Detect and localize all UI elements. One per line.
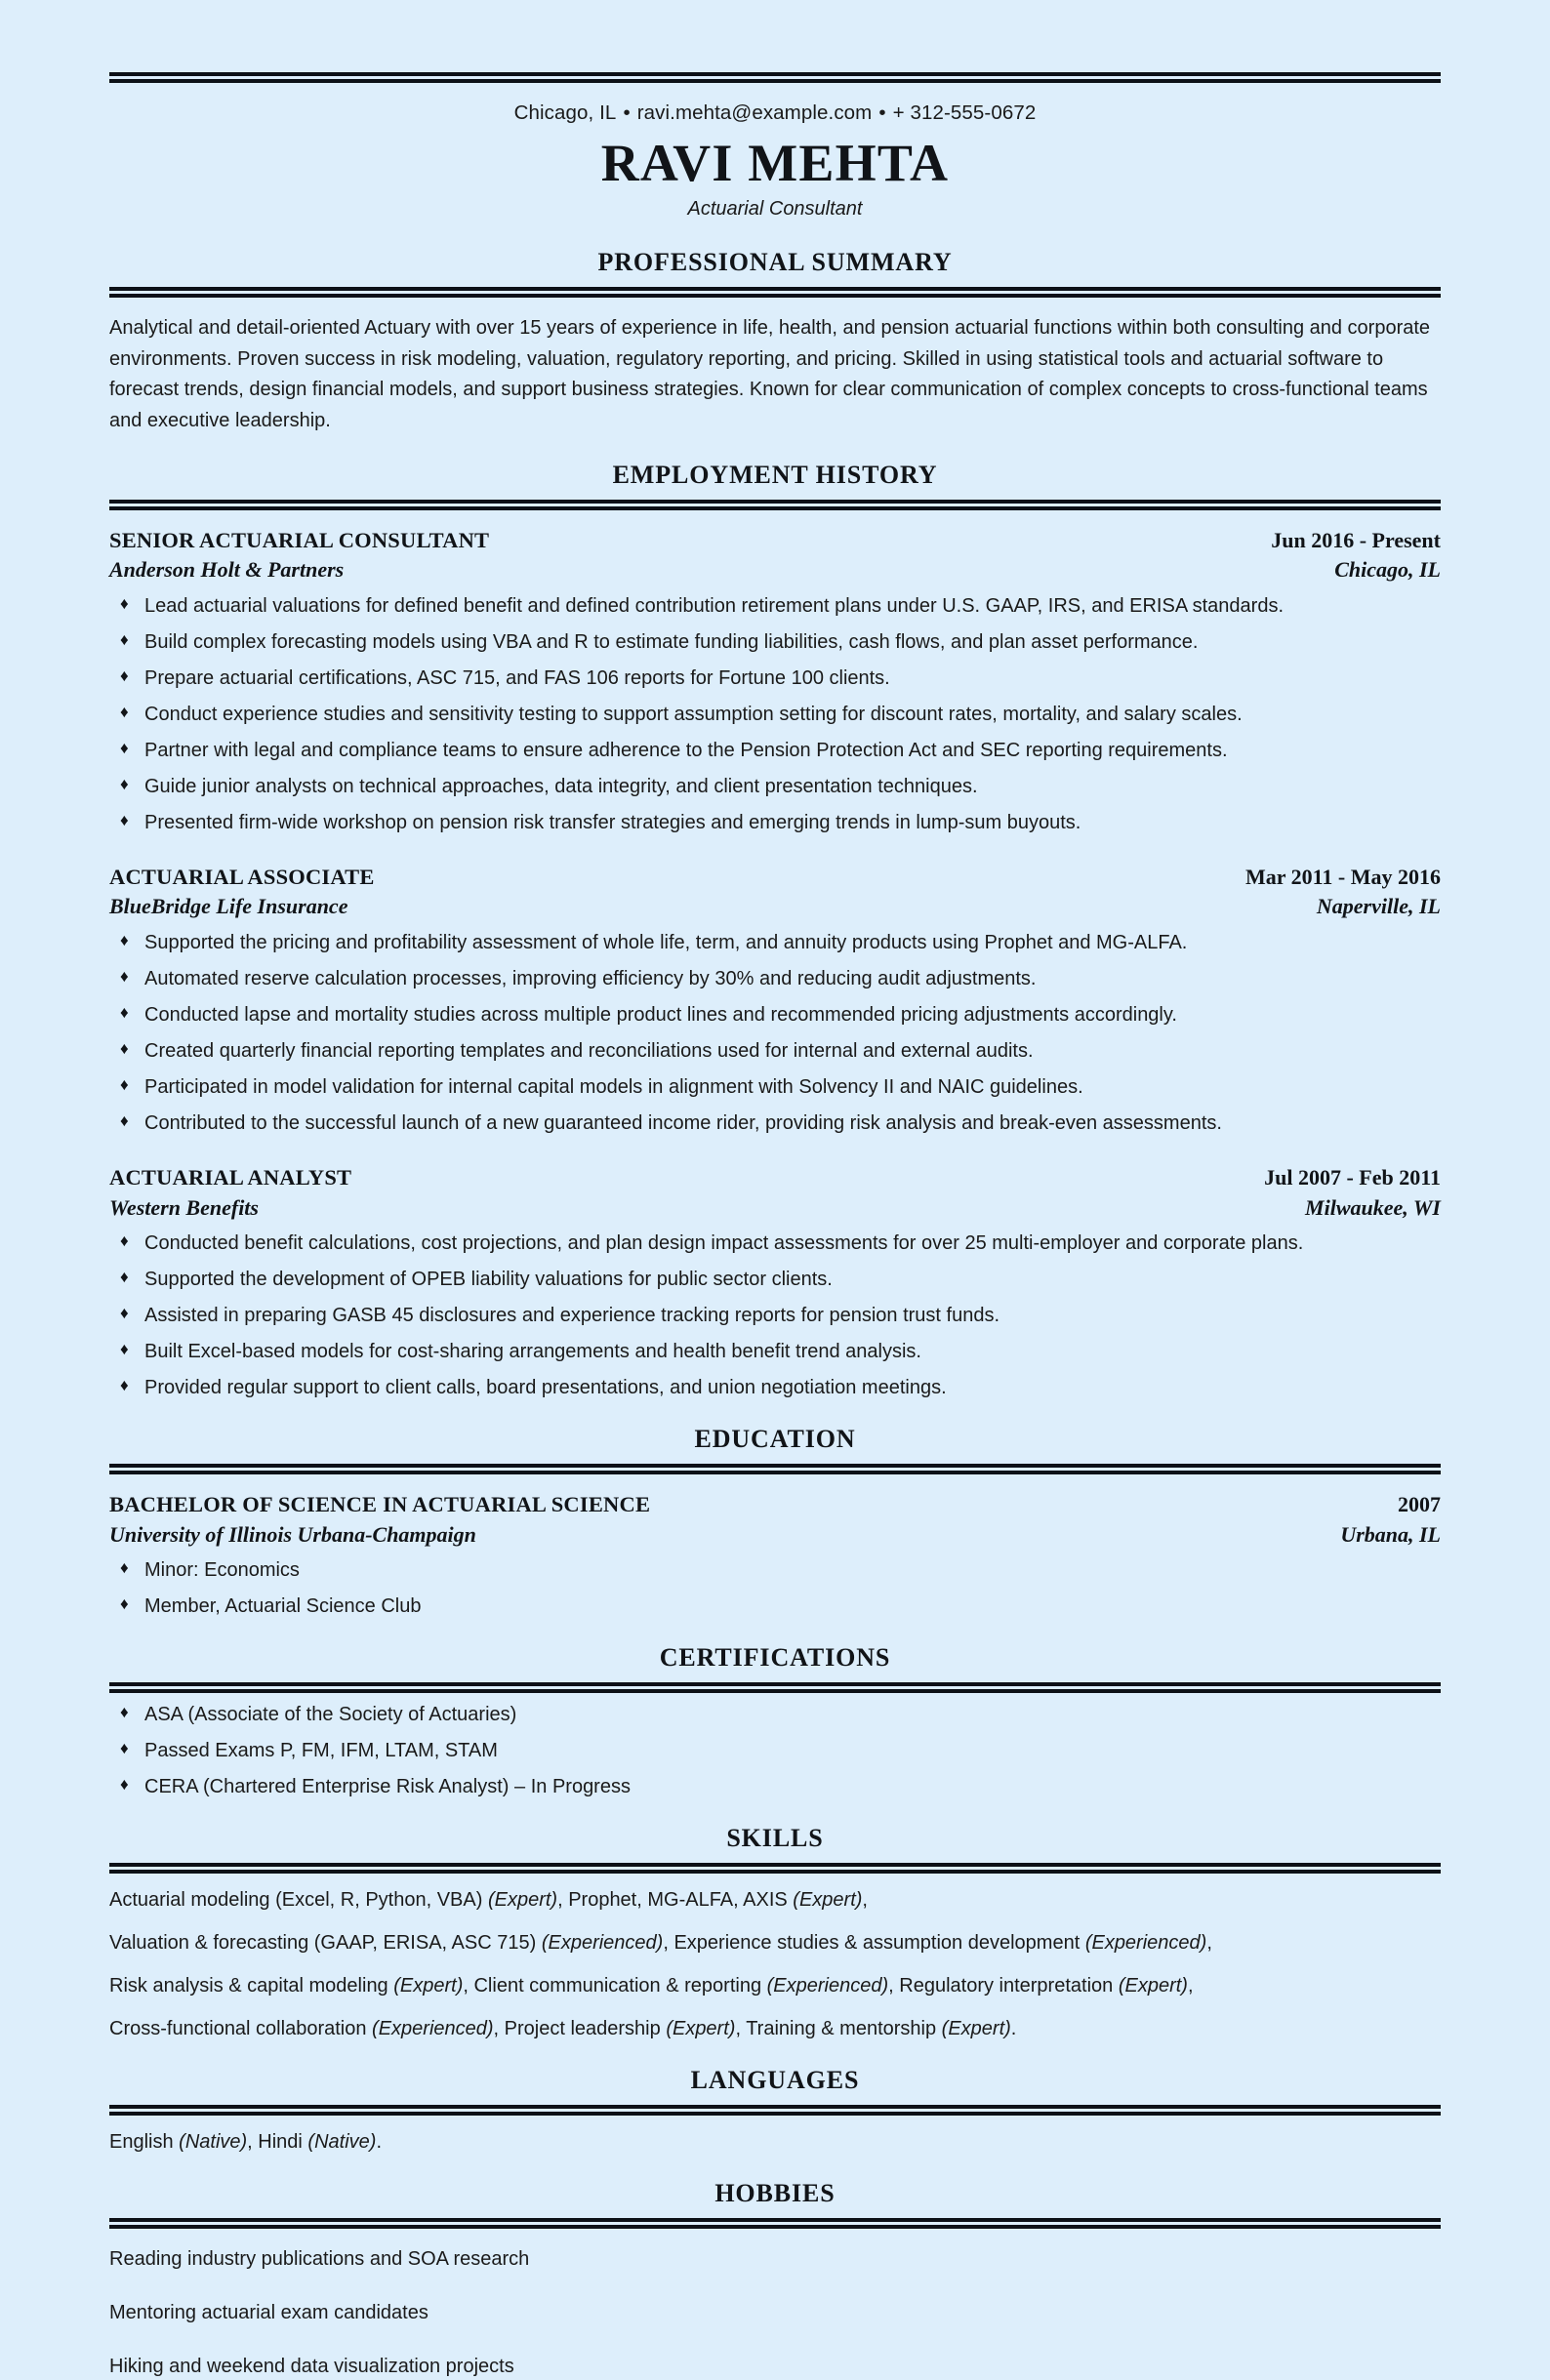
summary-divider [109,287,1441,298]
proficiency-label: (Expert) [666,2018,736,2040]
bullet-text: Guide junior analysts on technical approaches, data integrity, and client presentation techniques. [144,775,978,797]
proficiency-label: (Expert) [393,1975,464,1997]
entry-row [109,863,1441,892]
bullet-text: Minor: Economics [144,1559,300,1582]
bullet-item [109,1110,1441,1137]
education-entry [109,1490,1441,1620]
candidate-name: RAVI MEHTA [600,134,950,192]
diamond-bullet-icon: ♦ [120,966,129,986]
bullet-text: Supported the pricing and profitability assessment of whole life, term, and annuity products using Prophet and MG-ALFA. [144,931,1188,953]
bullet-text: Build complex forecasting models using VBA and R to estimate funding liabilities, cash flows, and plan asset performance. [144,630,1199,653]
line-text: . [1010,2018,1017,2040]
skills-line [109,1973,1441,1999]
diamond-bullet-icon: ♦ [120,1304,129,1323]
contact-separator-1: • [623,101,631,124]
diamond-bullet-icon: ♦ [120,1231,129,1251]
line-text: English [109,2131,180,2154]
section-heading-summary: PROFESSIONAL SUMMARY [597,248,953,277]
entry-organization: Anderson Holt & Partners [109,557,345,583]
line-text: , [1206,1932,1212,1955]
bullet-item [109,1339,1441,1365]
certifications-divider [109,1682,1441,1693]
section-heading-certifications: CERTIFICATIONS [659,1643,891,1673]
education-divider [109,1464,1441,1474]
section-certifications [109,1643,1441,1800]
diamond-bullet-icon: ♦ [120,738,129,757]
bullet-item [109,1002,1441,1029]
diamond-bullet-icon: ♦ [120,1558,129,1578]
section-heading-employment: EMPLOYMENT HISTORY [612,460,938,489]
bullet-text: Partner with legal and compliance teams to ensure adherence to the Pension Protection Act and SEC reporting requirements. [144,739,1228,761]
diamond-bullet-icon: ♦ [120,1703,129,1722]
employment-entry [109,526,1441,836]
diamond-bullet-icon: ♦ [120,629,129,649]
proficiency-label: (Expert) [793,1889,863,1912]
section-languages [109,2066,1441,2156]
bullet-item [109,1303,1441,1329]
hobbies-divider [109,2218,1441,2229]
section-heading-languages: LANGUAGES [690,2066,860,2095]
diamond-bullet-icon: ♦ [120,593,129,613]
bullet-item [109,1230,1441,1257]
contact-location: Chicago, IL [513,101,617,124]
languages-line [109,2129,1441,2156]
entry-row [109,556,1441,585]
bullet-text: Built Excel-based models for cost-sharing arrangements and health benefit trend analysis. [144,1341,921,1363]
summary-text: Analytical and detail-oriented Actuary with over 15 years of experience in life, health, and pension actuarial functions within both consulting and corporate environments. Proven success in risk modeling, valuation, regulatory reporting, and pricing. Skilled in using statistical tools and actuarial software to forecast trends, design financial models, and support business strategies. Known for clear communication of complex concepts to cross-functional teams and executive leadership. [109,317,1431,432]
section-heading-education: EDUCATION [694,1425,856,1454]
section-employment-history [109,461,1441,1402]
education-entry-list [109,1490,1441,1620]
bullet-text: Conducted benefit calculations, cost projections, and plan design impact assessments for over 25 multi-employer and corporate plans. [144,1232,1304,1255]
entry-dates: Jul 2007 - Feb 2011 [1264,1164,1441,1190]
employment-entry-list [109,526,1441,1402]
line-text: Actuarial modeling (Excel, R, Python, VBA) [109,1889,488,1912]
hobby-item: Hiking and weekend data visualization projects [109,2356,514,2378]
proficiency-label: (Native) [179,2131,248,2154]
line-text: , Training & mentorship [735,2018,942,2040]
entry-row [109,1163,1441,1192]
bullet-text: Contributed to the successful launch of a new guaranteed income rider, providing risk analysis and break-even assessments. [144,1111,1222,1134]
entry-year: 2007 [1398,1492,1441,1517]
bullet-item [109,1593,1441,1620]
languages-divider [109,2105,1441,2116]
bullet-text: Presented firm-wide workshop on pension risk transfer strategies and emerging trends in lump-sum buyouts. [144,811,1081,833]
entry-location: Milwaukee, WI [1305,1194,1441,1220]
entry-row [109,1194,1441,1223]
bullet-text: Participated in model validation for internal capital models in alignment with Solvency II and NAIC guidelines. [144,1075,1083,1098]
skills-line [109,1930,1441,1956]
contact-separator-2: • [878,101,886,124]
entry-school: University of Illinois Urbana-Champaign [109,1521,476,1547]
employment-bullet-list [109,1230,1441,1401]
contact-phone[interactable]: + 312-555-0672 [892,101,1037,124]
employment-bullet-list [109,593,1441,836]
diamond-bullet-icon: ♦ [120,1739,129,1758]
employment-bullet-list [109,930,1441,1137]
diamond-bullet-icon: ♦ [120,1268,129,1287]
proficiency-label: (Native) [307,2131,377,2154]
education-bullet-list [109,1557,1441,1620]
bullet-text: Conducted lapse and mortality studies across multiple product lines and recommended pricing adjustments accordingly. [144,1003,1177,1026]
bullet-text: Member, Actuarial Science Club [144,1595,422,1618]
bullet-item [109,593,1441,620]
entry-location: Naperville, IL [1316,894,1441,919]
line-text: , Project leadership [493,2018,667,2040]
contact-line [109,101,1441,125]
bullet-item [109,1267,1441,1293]
entry-organization: BlueBridge Life Insurance [109,894,348,919]
bullet-text: Automated reserve calculation processes, improving efficiency by 30% and reducing audit adjustments. [144,967,1037,989]
entry-dates: Mar 2011 - May 2016 [1244,864,1441,889]
diamond-bullet-icon: ♦ [120,1110,129,1130]
certification-item [109,1774,1441,1800]
entry-row [109,526,1441,555]
proficiency-label: (Expert) [487,1889,558,1912]
bullet-text: Conduct experience studies and sensitivity testing to support assumption setting for discount rates, mortality, and salary scales. [144,703,1243,725]
section-hobbies [109,2179,1441,2380]
diamond-bullet-icon: ♦ [120,810,129,829]
bullet-text: Lead actuarial valuations for defined benefit and defined contribution retirement plans under U.S. GAAP, IRS, and ERISA standards. [144,594,1285,617]
entry-organization: Western Benefits [109,1194,259,1220]
certification-item [109,1738,1441,1764]
entry-dates: Jun 2016 - Present [1271,527,1441,552]
skills-line-list [109,1887,1441,2042]
entry-row [109,893,1441,921]
proficiency-label: (Experienced) [766,1975,889,1997]
diamond-bullet-icon: ♦ [120,1594,129,1614]
line-text: . [376,2131,382,2154]
diamond-bullet-icon: ♦ [120,930,129,949]
hobby-list [109,2246,1441,2380]
section-heading-hobbies: HOBBIES [714,2179,836,2208]
bullet-item [109,1038,1441,1065]
bullet-item [109,966,1441,992]
diamond-bullet-icon: ♦ [120,1376,129,1395]
bullet-item [109,738,1441,764]
diamond-bullet-icon: ♦ [120,702,129,721]
hobby-item: Reading industry publications and SOA research [109,2248,530,2271]
bullet-text: Created quarterly financial reporting templates and reconciliations used for internal and external audits. [144,1039,1034,1062]
entry-role: SENIOR ACTUARIAL CONSULTANT [109,527,490,552]
certification-text: ASA (Associate of the Society of Actuaries) [144,1704,517,1726]
section-professional-summary [109,248,1441,436]
entry-location: Chicago, IL [1334,557,1441,583]
proficiency-label: (Experienced) [372,2018,494,2040]
skills-line [109,1887,1441,1914]
bullet-text: Prepare actuarial certifications, ASC 715, and FAS 106 reports for Fortune 100 clients. [144,666,890,689]
diamond-bullet-icon: ♦ [120,1038,129,1058]
languages-line-list [109,2129,1441,2156]
proficiency-label: (Expert) [941,2018,1011,2040]
hobby-item: Mentoring actuarial exam candidates [109,2302,428,2324]
bullet-item [109,629,1441,656]
entry-row [109,1521,1441,1550]
certification-text: CERA (Chartered Enterprise Risk Analyst) – In Progress [144,1776,631,1798]
line-text: , [862,1889,868,1912]
entry-role: ACTUARIAL ASSOCIATE [109,864,375,889]
line-text: , [1187,1975,1194,1997]
section-skills [109,1824,1441,2042]
entry-location: Urbana, IL [1340,1521,1441,1547]
proficiency-label: (Expert) [1118,1975,1188,1997]
employment-entry [109,863,1441,1137]
diamond-bullet-icon: ♦ [120,1002,129,1022]
line-text: , Hindi [247,2131,308,2154]
bullet-item [109,1074,1441,1101]
certification-item [109,1702,1441,1728]
line-text: , Client communication & reporting [463,1975,767,1997]
bullet-item [109,810,1441,836]
entry-row [109,1490,1441,1519]
bullet-item [109,702,1441,728]
certification-list [109,1702,1441,1800]
bullet-text: Provided regular support to client calls, board presentations, and union negotiation meetings. [144,1377,947,1399]
section-heading-skills: SKILLS [726,1824,824,1853]
line-text: , Experience studies & assumption development [663,1932,1085,1955]
skills-line [109,2016,1441,2042]
bullet-item [109,1375,1441,1401]
candidate-job-title: Actuarial Consultant [687,198,863,221]
line-text: Valuation & forecasting (GAAP, ERISA, ASC 715) [109,1932,542,1955]
section-education [109,1425,1441,1620]
line-text: Cross-functional collaboration [109,2018,373,2040]
bullet-item [109,1557,1441,1584]
line-text: Risk analysis & capital modeling [109,1975,394,1997]
skills-divider [109,1863,1441,1874]
bullet-item [109,666,1441,692]
diamond-bullet-icon: ♦ [120,1074,129,1094]
employment-divider [109,500,1441,510]
entry-role: ACTUARIAL ANALYST [109,1164,352,1190]
line-text: , Regulatory interpretation [888,1975,1119,1997]
diamond-bullet-icon: ♦ [120,666,129,685]
header-top-divider [109,72,1441,83]
proficiency-label: (Experienced) [541,1932,664,1955]
diamond-bullet-icon: ♦ [120,1775,129,1795]
employment-entry [109,1163,1441,1401]
diamond-bullet-icon: ♦ [120,1340,129,1359]
bullet-text: Supported the development of OPEB liability valuations for public sector clients. [144,1269,833,1291]
entry-degree: BACHELOR OF SCIENCE IN ACTUARIAL SCIENCE [109,1492,651,1517]
diamond-bullet-icon: ♦ [120,774,129,793]
bullet-text: Assisted in preparing GASB 45 disclosures and experience tracking reports for pension trust funds. [144,1305,1000,1327]
proficiency-label: (Experienced) [1084,1932,1207,1955]
line-text: , Prophet, MG-ALFA, AXIS [557,1889,794,1912]
resume-page [0,72,1550,2378]
contact-email[interactable]: ravi.mehta@example.com [636,101,873,124]
bullet-item [109,774,1441,800]
bullet-item [109,930,1441,956]
certification-text: Passed Exams P, FM, IFM, LTAM, STAM [144,1740,498,1762]
